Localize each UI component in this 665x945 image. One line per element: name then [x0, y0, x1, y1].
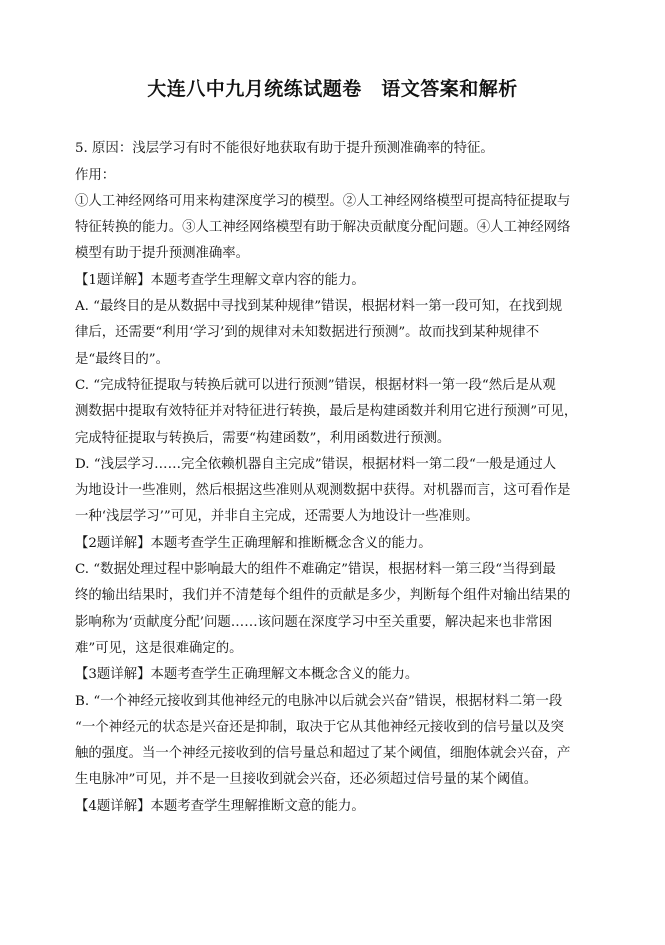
q2-option-c-line: 影响称为‘贡献度分配’问题……该问题在深度学习中至关重要，解决起来也非常困: [75, 614, 553, 630]
q1-heading: 【1题详解】本题考查学生理解文章内容的能力。: [75, 272, 365, 288]
q1-option-d-line: 为地设计一些准则，然后根据这些准则从观测数据中获得。对机器而言，这可看作是: [75, 483, 571, 499]
page-title: 大连八中九月统练试题卷 语文答案和解析: [147, 78, 518, 100]
q1-option-c-line: C. “完成特征提取与转换后就可以进行预测”错误，根据材料一第一段“然后是从观: [75, 377, 556, 393]
q3-option-b-line: 触的强度。当一个神经元接收到的信号量总和超过了某个阈值，细胞体就会兴奋，产: [75, 746, 571, 762]
q1-option-c-line: 完成特征提取与转换后，需要“构建函数”，利用函数进行预测。: [75, 430, 451, 446]
q3-option-b-line: “一个神经元的状态是兴奋还是抑制，取决于它从其他神经元接收到的信号量以及突: [75, 719, 564, 735]
q4-heading: 【4题详解】本题考查学生理解推断文意的能力。: [75, 798, 365, 814]
q2-option-c-line: 难”可见，这是很难确定的。: [75, 640, 243, 656]
q5-effect-line: 特征转换的能力。③人工神经网络模型有助于解决贡献度分配问题。④人工神经网络: [75, 220, 571, 236]
q1-option-d-line: D. “浅层学习……完全依赖机器自主完成”错误，根据材料一第二段“一般是通过人: [75, 456, 557, 472]
q1-option-c-line: 测数据中提取有效特征并对特征进行转换，最后是构建函数并利用它进行预测”可见，: [75, 404, 578, 420]
q5-effect-label: 作用：: [75, 167, 116, 183]
q3-option-b-line: B. “一个神经元接收到其他神经元的电脉冲以后就会兴奋”错误，根据材料二第一段: [75, 693, 563, 709]
q1-option-a-line: 是“最终目的”。: [75, 351, 170, 367]
document-body: [75, 110, 600, 820]
q3-heading: 【3题详解】本题考查学生正确理解文本概念含义的能力。: [75, 667, 419, 683]
q1-option-d-line: 一种‘浅层学习’”可见，并非自主完成，还需要人为地设计一些准则。: [75, 509, 479, 525]
q1-option-a-line: A. “最终目的是从数据中寻找到某种规律”错误，根据材料一第一段可知，在找到规: [75, 299, 563, 315]
q5-effect-line: 模型有助于提升预测准确率。: [75, 246, 250, 262]
answer-key-row: [75, 110, 600, 136]
q5-effect-line: ①人工神经网络可用来构建深度学习的模型。②人工神经网络模型可提高特征提取与: [75, 193, 571, 209]
q1-option-a-line: 律后，还需要“利用‘学习’到的规律对未知数据进行预测”。故而找到某种规律不: [75, 325, 540, 341]
q2-option-c-line: C. “数据处理过程中影响最大的组件不难确定”错误，根据材料一第三段“当得到最: [75, 562, 556, 578]
q3-option-b-line: 生电脉冲”可见，并不是一旦接收到就会兴奋，还必须超过信号量的某个阈值。: [75, 772, 538, 788]
q5-reason: 5. 原因：浅层学习有时不能很好地获取有助于提升预测准确率的特征。: [75, 141, 494, 157]
q2-heading: 【2题详解】本题考查学生正确理解和推断概念含义的能力。: [75, 535, 432, 551]
q2-option-c-line: 终的输出结果时，我们并不清楚每个组件的贡献是多少，判断每个组件对输出结果的: [75, 588, 571, 604]
